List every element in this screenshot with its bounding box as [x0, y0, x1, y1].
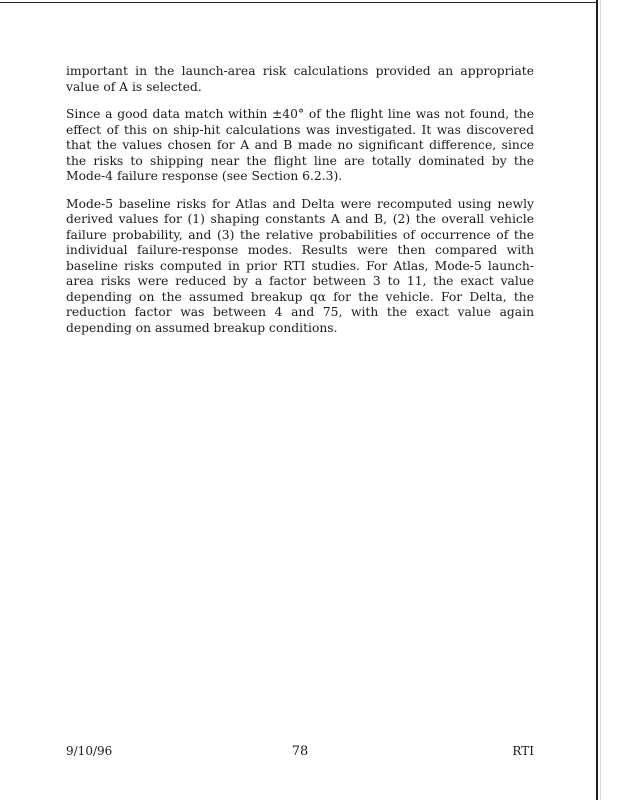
- footer-date: 9/10/96: [66, 744, 113, 758]
- right-scan-edge: [596, 0, 598, 800]
- page-number: 78: [291, 744, 309, 759]
- paragraph-continuation: important in the launch-area risk calculations provided an appropriate value of A is selected.: [66, 64, 534, 94]
- right-scan-shadow: [600, 0, 601, 800]
- document-body: [66, 64, 534, 348]
- page-footer: [66, 744, 534, 762]
- paragraph-mode5-risks: Mode-5 baseline risks for Atlas and Delta were recomputed using newly derived values for (1) shaping constants A and B, (2) the overall vehicle failure probability, and (3) the relative probabilities of occurrence of the individual failure-response modes. Results were then compared with baseline risks computed in prior RTI studies. For Atlas, Mode-5 launch-area risks were reduced by a factor between 3 to 11, the exact value depending on the assumed breakup qα for the vehicle. For Delta, the reduction factor was between 4 and 75, with the exact value again depending on assumed breakup conditions.: [66, 196, 534, 335]
- footer-organization: RTI: [512, 744, 534, 758]
- top-scan-edge: [0, 2, 596, 3]
- paragraph-ship-hit: Since a good data match within ±40° of the flight line was not found, the effect of this on ship-hit calculations was investigated. It was discovered that the values chosen for A and B made no significant difference, since the risks to shipping near the flight line are totally dominated by the Mode-4 failure response (see Section 6.2.3).: [66, 107, 534, 183]
